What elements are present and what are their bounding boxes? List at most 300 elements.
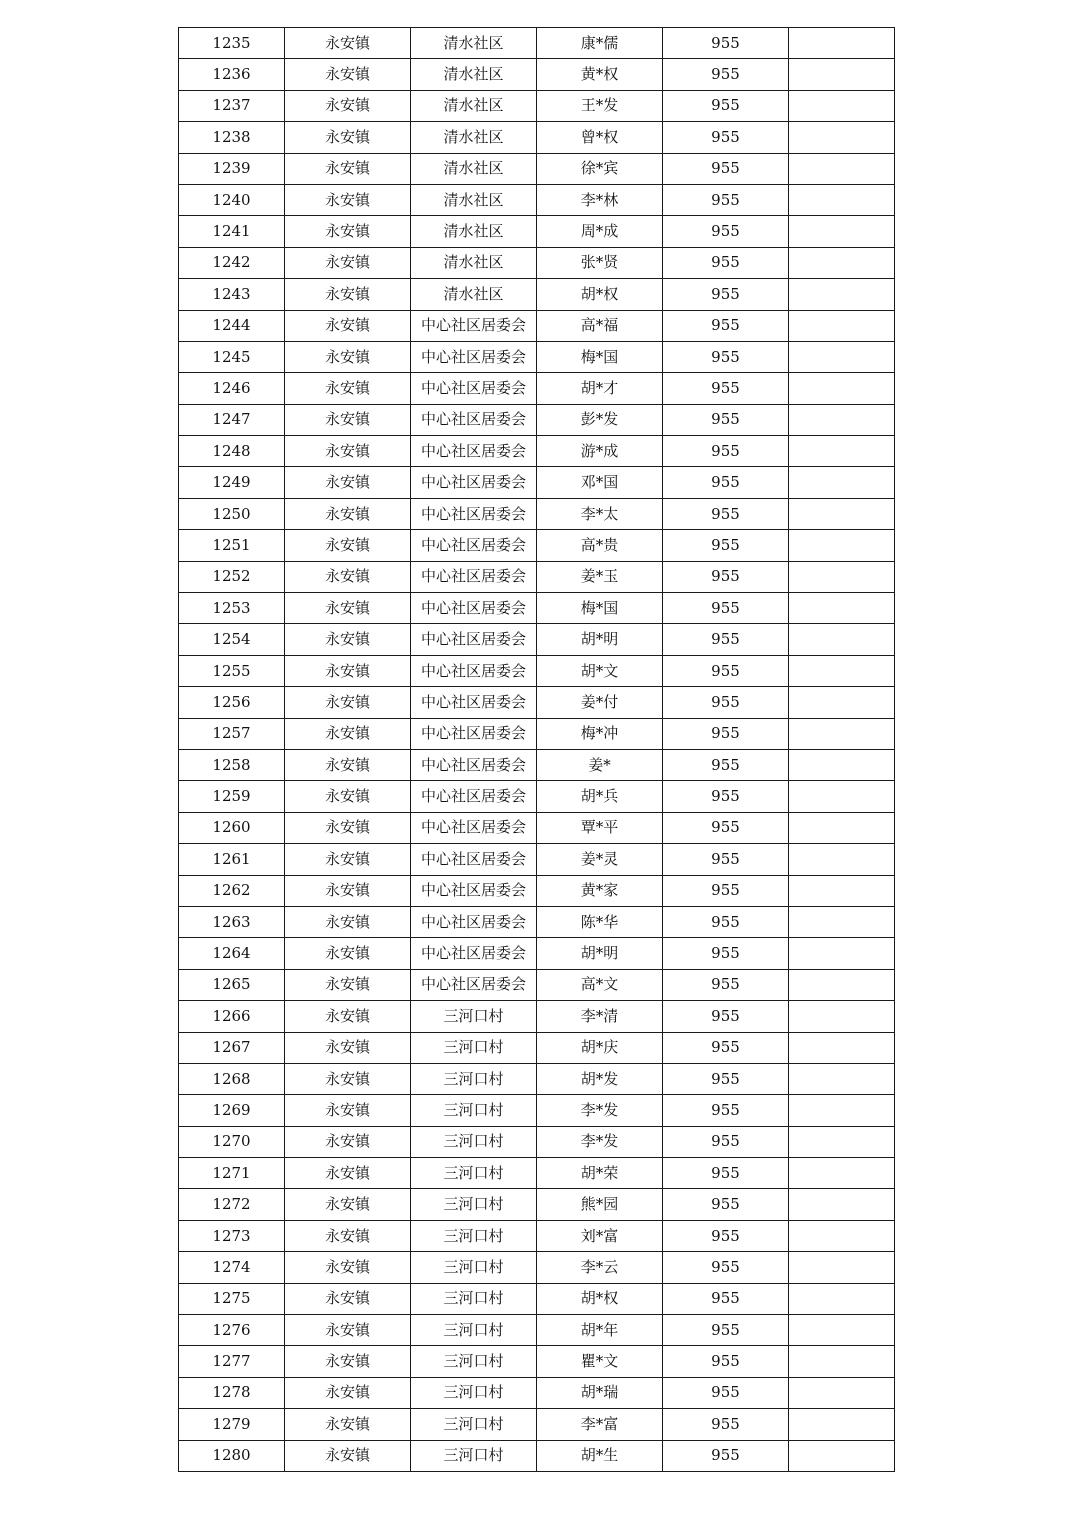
cell-remark (789, 341, 895, 372)
cell-serial-number: 1277 (179, 1346, 285, 1377)
cell-name: 姜*玉 (537, 561, 663, 592)
cell-serial-number: 1240 (179, 184, 285, 215)
cell-town: 永安镇 (285, 310, 411, 341)
cell-remark (789, 875, 895, 906)
cell-village: 中心社区居委会 (411, 624, 537, 655)
cell-town: 永安镇 (285, 1001, 411, 1032)
cell-amount: 955 (663, 624, 789, 655)
cell-remark (789, 812, 895, 843)
cell-remark (789, 906, 895, 937)
cell-name: 胡*权 (537, 279, 663, 310)
cell-village: 三河口村 (411, 1377, 537, 1408)
cell-serial-number: 1271 (179, 1158, 285, 1189)
cell-amount: 955 (663, 938, 789, 969)
cell-name: 胡*庆 (537, 1032, 663, 1063)
cell-amount: 955 (663, 969, 789, 1000)
cell-amount: 955 (663, 341, 789, 372)
cell-serial-number: 1253 (179, 593, 285, 624)
cell-remark (789, 90, 895, 121)
cell-serial-number: 1255 (179, 655, 285, 686)
cell-name: 胡*权 (537, 1283, 663, 1314)
table-row (179, 1346, 895, 1377)
cell-town: 永安镇 (285, 1095, 411, 1126)
cell-town: 永安镇 (285, 1283, 411, 1314)
cell-serial-number: 1274 (179, 1252, 285, 1283)
table-row (179, 1220, 895, 1251)
cell-serial-number: 1243 (179, 279, 285, 310)
cell-village: 清水社区 (411, 90, 537, 121)
cell-name: 李*发 (537, 1126, 663, 1157)
table-row (179, 749, 895, 780)
table-row (179, 1126, 895, 1157)
cell-remark (789, 122, 895, 153)
cell-remark (789, 1158, 895, 1189)
table-row (179, 718, 895, 749)
cell-serial-number: 1236 (179, 59, 285, 90)
cell-name: 胡*兵 (537, 781, 663, 812)
cell-name: 李*发 (537, 1095, 663, 1126)
cell-amount: 955 (663, 1126, 789, 1157)
cell-town: 永安镇 (285, 59, 411, 90)
cell-name: 胡*发 (537, 1063, 663, 1094)
cell-town: 永安镇 (285, 90, 411, 121)
cell-remark (789, 404, 895, 435)
cell-amount: 955 (663, 1189, 789, 1220)
table-row (179, 530, 895, 561)
cell-town: 永安镇 (285, 1220, 411, 1251)
table-row (179, 404, 895, 435)
cell-village: 中心社区居委会 (411, 969, 537, 1000)
cell-village: 清水社区 (411, 153, 537, 184)
cell-amount: 955 (663, 812, 789, 843)
table-row (179, 28, 895, 59)
cell-name: 李*云 (537, 1252, 663, 1283)
cell-town: 永安镇 (285, 530, 411, 561)
cell-remark (789, 1440, 895, 1471)
cell-serial-number: 1241 (179, 216, 285, 247)
cell-name: 康*儒 (537, 28, 663, 59)
table-row (179, 1440, 895, 1471)
cell-name: 邓*国 (537, 467, 663, 498)
table-row (179, 1315, 895, 1346)
cell-remark (789, 938, 895, 969)
cell-serial-number: 1250 (179, 498, 285, 529)
cell-village: 清水社区 (411, 247, 537, 278)
cell-town: 永安镇 (285, 969, 411, 1000)
cell-town: 永安镇 (285, 216, 411, 247)
cell-town: 永安镇 (285, 1346, 411, 1377)
table-row (179, 341, 895, 372)
cell-serial-number: 1270 (179, 1126, 285, 1157)
cell-amount: 955 (663, 310, 789, 341)
cell-serial-number: 1278 (179, 1377, 285, 1408)
table-row (179, 279, 895, 310)
cell-name: 李*清 (537, 1001, 663, 1032)
cell-serial-number: 1276 (179, 1315, 285, 1346)
cell-remark (789, 279, 895, 310)
cell-town: 永安镇 (285, 1158, 411, 1189)
cell-name: 李*富 (537, 1409, 663, 1440)
cell-village: 三河口村 (411, 1001, 537, 1032)
roster-table (178, 27, 895, 1472)
cell-town: 永安镇 (285, 844, 411, 875)
cell-name: 周*成 (537, 216, 663, 247)
cell-town: 永安镇 (285, 404, 411, 435)
cell-village: 中心社区居委会 (411, 310, 537, 341)
cell-remark (789, 373, 895, 404)
cell-remark (789, 530, 895, 561)
cell-remark (789, 1126, 895, 1157)
cell-name: 胡*明 (537, 624, 663, 655)
cell-village: 清水社区 (411, 28, 537, 59)
table-row (179, 781, 895, 812)
cell-name: 梅*冲 (537, 718, 663, 749)
cell-amount: 955 (663, 59, 789, 90)
cell-village: 中心社区居委会 (411, 561, 537, 592)
cell-name: 王*发 (537, 90, 663, 121)
cell-remark (789, 1315, 895, 1346)
table-row (179, 467, 895, 498)
cell-amount: 955 (663, 1158, 789, 1189)
cell-remark (789, 749, 895, 780)
cell-village: 三河口村 (411, 1283, 537, 1314)
cell-remark (789, 153, 895, 184)
cell-serial-number: 1265 (179, 969, 285, 1000)
cell-amount: 955 (663, 498, 789, 529)
cell-name: 游*成 (537, 436, 663, 467)
table-row (179, 373, 895, 404)
cell-village: 三河口村 (411, 1252, 537, 1283)
cell-village: 中心社区居委会 (411, 938, 537, 969)
cell-town: 永安镇 (285, 875, 411, 906)
cell-village: 中心社区居委会 (411, 404, 537, 435)
table-row (179, 1409, 895, 1440)
cell-amount: 955 (663, 373, 789, 404)
cell-serial-number: 1246 (179, 373, 285, 404)
cell-remark (789, 1063, 895, 1094)
cell-serial-number: 1263 (179, 906, 285, 937)
cell-village: 中心社区居委会 (411, 655, 537, 686)
cell-village: 清水社区 (411, 122, 537, 153)
cell-amount: 955 (663, 1252, 789, 1283)
cell-town: 永安镇 (285, 341, 411, 372)
document-page (178, 27, 894, 1472)
cell-town: 永安镇 (285, 593, 411, 624)
cell-serial-number: 1239 (179, 153, 285, 184)
cell-remark (789, 1032, 895, 1063)
cell-name: 黄*权 (537, 59, 663, 90)
cell-town: 永安镇 (285, 1063, 411, 1094)
cell-town: 永安镇 (285, 373, 411, 404)
cell-name: 姜*付 (537, 687, 663, 718)
cell-village: 清水社区 (411, 279, 537, 310)
cell-amount: 955 (663, 1377, 789, 1408)
cell-name: 姜* (537, 749, 663, 780)
cell-town: 永安镇 (285, 1315, 411, 1346)
cell-remark (789, 1346, 895, 1377)
cell-town: 永安镇 (285, 561, 411, 592)
cell-serial-number: 1235 (179, 28, 285, 59)
cell-serial-number: 1249 (179, 467, 285, 498)
cell-name: 李*林 (537, 184, 663, 215)
cell-name: 胡*才 (537, 373, 663, 404)
cell-remark (789, 1283, 895, 1314)
cell-village: 中心社区居委会 (411, 718, 537, 749)
cell-amount: 955 (663, 122, 789, 153)
cell-name: 胡*瑞 (537, 1377, 663, 1408)
roster-table-body (179, 28, 895, 1472)
cell-serial-number: 1272 (179, 1189, 285, 1220)
cell-amount: 955 (663, 561, 789, 592)
cell-town: 永安镇 (285, 498, 411, 529)
cell-name: 陈*华 (537, 906, 663, 937)
cell-town: 永安镇 (285, 1126, 411, 1157)
cell-name: 高*文 (537, 969, 663, 1000)
cell-remark (789, 1001, 895, 1032)
cell-name: 张*贤 (537, 247, 663, 278)
cell-remark (789, 969, 895, 1000)
cell-remark (789, 687, 895, 718)
table-row (179, 1032, 895, 1063)
cell-serial-number: 1259 (179, 781, 285, 812)
cell-village: 三河口村 (411, 1409, 537, 1440)
table-row (179, 59, 895, 90)
cell-town: 永安镇 (285, 655, 411, 686)
cell-town: 永安镇 (285, 1189, 411, 1220)
cell-village: 清水社区 (411, 216, 537, 247)
cell-name: 彭*发 (537, 404, 663, 435)
cell-remark (789, 781, 895, 812)
cell-name: 瞿*文 (537, 1346, 663, 1377)
table-row (179, 153, 895, 184)
cell-name: 曾*权 (537, 122, 663, 153)
table-row (179, 906, 895, 937)
cell-amount: 955 (663, 1220, 789, 1251)
cell-town: 永安镇 (285, 1377, 411, 1408)
cell-town: 永安镇 (285, 28, 411, 59)
cell-village: 三河口村 (411, 1063, 537, 1094)
cell-village: 三河口村 (411, 1158, 537, 1189)
cell-amount: 955 (663, 781, 789, 812)
cell-serial-number: 1238 (179, 122, 285, 153)
cell-town: 永安镇 (285, 436, 411, 467)
cell-serial-number: 1280 (179, 1440, 285, 1471)
cell-town: 永安镇 (285, 279, 411, 310)
cell-village: 三河口村 (411, 1032, 537, 1063)
cell-name: 高*贵 (537, 530, 663, 561)
cell-amount: 955 (663, 436, 789, 467)
cell-serial-number: 1247 (179, 404, 285, 435)
cell-amount: 955 (663, 844, 789, 875)
cell-amount: 955 (663, 530, 789, 561)
cell-serial-number: 1268 (179, 1063, 285, 1094)
table-row (179, 969, 895, 1000)
cell-town: 永安镇 (285, 687, 411, 718)
table-row (179, 1252, 895, 1283)
cell-village: 三河口村 (411, 1189, 537, 1220)
cell-town: 永安镇 (285, 938, 411, 969)
cell-serial-number: 1264 (179, 938, 285, 969)
table-row (179, 1001, 895, 1032)
cell-remark (789, 1377, 895, 1408)
cell-village: 中心社区居委会 (411, 844, 537, 875)
cell-amount: 955 (663, 906, 789, 937)
cell-serial-number: 1256 (179, 687, 285, 718)
cell-remark (789, 247, 895, 278)
cell-remark (789, 310, 895, 341)
cell-serial-number: 1262 (179, 875, 285, 906)
cell-amount: 955 (663, 1409, 789, 1440)
cell-village: 三河口村 (411, 1220, 537, 1251)
table-row (179, 498, 895, 529)
table-row (179, 655, 895, 686)
cell-town: 永安镇 (285, 467, 411, 498)
cell-serial-number: 1261 (179, 844, 285, 875)
cell-town: 永安镇 (285, 718, 411, 749)
cell-town: 永安镇 (285, 624, 411, 655)
cell-serial-number: 1245 (179, 341, 285, 372)
cell-remark (789, 718, 895, 749)
cell-village: 清水社区 (411, 59, 537, 90)
cell-amount: 955 (663, 247, 789, 278)
cell-remark (789, 624, 895, 655)
cell-serial-number: 1266 (179, 1001, 285, 1032)
table-row (179, 1063, 895, 1094)
cell-village: 清水社区 (411, 184, 537, 215)
cell-remark (789, 1409, 895, 1440)
cell-serial-number: 1257 (179, 718, 285, 749)
table-row (179, 624, 895, 655)
cell-serial-number: 1258 (179, 749, 285, 780)
cell-town: 永安镇 (285, 153, 411, 184)
table-row (179, 436, 895, 467)
table-row (179, 687, 895, 718)
cell-name: 高*福 (537, 310, 663, 341)
table-row (179, 1283, 895, 1314)
cell-remark (789, 28, 895, 59)
cell-amount: 955 (663, 1032, 789, 1063)
cell-amount: 955 (663, 1095, 789, 1126)
cell-amount: 955 (663, 216, 789, 247)
cell-town: 永安镇 (285, 1440, 411, 1471)
cell-amount: 955 (663, 467, 789, 498)
cell-town: 永安镇 (285, 749, 411, 780)
table-row (179, 247, 895, 278)
cell-amount: 955 (663, 655, 789, 686)
table-row (179, 938, 895, 969)
cell-village: 三河口村 (411, 1440, 537, 1471)
cell-name: 胡*文 (537, 655, 663, 686)
cell-remark (789, 216, 895, 247)
cell-remark (789, 498, 895, 529)
cell-serial-number: 1251 (179, 530, 285, 561)
table-row (179, 122, 895, 153)
cell-village: 中心社区居委会 (411, 498, 537, 529)
cell-serial-number: 1267 (179, 1032, 285, 1063)
cell-village: 中心社区居委会 (411, 530, 537, 561)
cell-amount: 955 (663, 1440, 789, 1471)
cell-village: 中心社区居委会 (411, 906, 537, 937)
cell-name: 覃*平 (537, 812, 663, 843)
cell-remark (789, 655, 895, 686)
cell-village: 中心社区居委会 (411, 593, 537, 624)
cell-remark (789, 436, 895, 467)
table-row (179, 875, 895, 906)
cell-town: 永安镇 (285, 812, 411, 843)
cell-town: 永安镇 (285, 1409, 411, 1440)
cell-serial-number: 1237 (179, 90, 285, 121)
cell-amount: 955 (663, 1346, 789, 1377)
table-row (179, 812, 895, 843)
table-row (179, 1377, 895, 1408)
cell-amount: 955 (663, 593, 789, 624)
cell-name: 刘*富 (537, 1220, 663, 1251)
cell-village: 三河口村 (411, 1126, 537, 1157)
cell-amount: 955 (663, 404, 789, 435)
cell-amount: 955 (663, 687, 789, 718)
cell-amount: 955 (663, 279, 789, 310)
cell-town: 永安镇 (285, 247, 411, 278)
cell-remark (789, 844, 895, 875)
table-row (179, 90, 895, 121)
cell-town: 永安镇 (285, 906, 411, 937)
cell-name: 姜*灵 (537, 844, 663, 875)
cell-name: 李*太 (537, 498, 663, 529)
cell-amount: 955 (663, 28, 789, 59)
cell-amount: 955 (663, 90, 789, 121)
table-row (179, 310, 895, 341)
table-row (179, 561, 895, 592)
cell-name: 熊*园 (537, 1189, 663, 1220)
cell-village: 中心社区居委会 (411, 781, 537, 812)
cell-remark (789, 1189, 895, 1220)
cell-amount: 955 (663, 1001, 789, 1032)
cell-name: 梅*国 (537, 341, 663, 372)
cell-amount: 955 (663, 1063, 789, 1094)
table-row (179, 1189, 895, 1220)
cell-remark (789, 59, 895, 90)
cell-village: 中心社区居委会 (411, 875, 537, 906)
table-row (179, 184, 895, 215)
cell-village: 中心社区居委会 (411, 467, 537, 498)
table-row (179, 1095, 895, 1126)
cell-amount: 955 (663, 749, 789, 780)
table-row (179, 844, 895, 875)
cell-amount: 955 (663, 1315, 789, 1346)
cell-village: 中心社区居委会 (411, 436, 537, 467)
cell-serial-number: 1254 (179, 624, 285, 655)
cell-name: 梅*国 (537, 593, 663, 624)
cell-name: 胡*明 (537, 938, 663, 969)
cell-village: 三河口村 (411, 1095, 537, 1126)
table-row (179, 593, 895, 624)
cell-amount: 955 (663, 718, 789, 749)
cell-name: 徐*宾 (537, 153, 663, 184)
cell-serial-number: 1248 (179, 436, 285, 467)
cell-serial-number: 1260 (179, 812, 285, 843)
cell-name: 黄*家 (537, 875, 663, 906)
cell-village: 中心社区居委会 (411, 341, 537, 372)
cell-town: 永安镇 (285, 1032, 411, 1063)
cell-village: 中心社区居委会 (411, 749, 537, 780)
cell-amount: 955 (663, 1283, 789, 1314)
cell-village: 中心社区居委会 (411, 373, 537, 404)
cell-remark (789, 1252, 895, 1283)
cell-remark (789, 1220, 895, 1251)
cell-serial-number: 1242 (179, 247, 285, 278)
cell-name: 胡*年 (537, 1315, 663, 1346)
cell-village: 中心社区居委会 (411, 812, 537, 843)
